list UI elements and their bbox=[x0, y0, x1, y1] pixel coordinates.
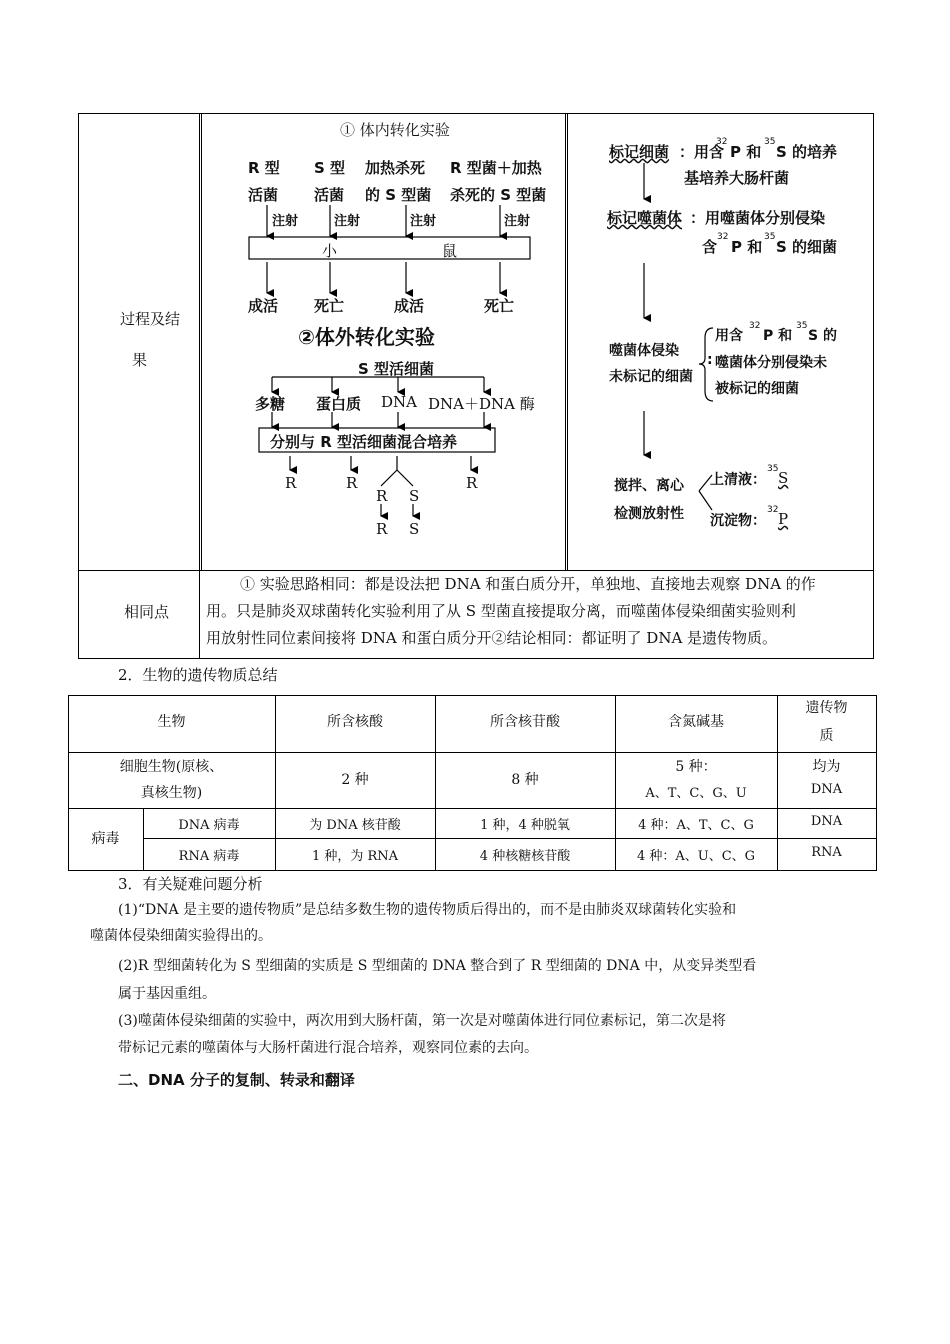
superscript: 32 bbox=[716, 137, 728, 147]
colon: : bbox=[707, 352, 713, 368]
step-text: P 和 bbox=[730, 143, 762, 161]
table-cell: 病毒 bbox=[91, 831, 120, 847]
section-heading: 二、DNA 分子的复制、转录和翻译 bbox=[118, 1071, 355, 1089]
step-text: 检测放射性 bbox=[614, 506, 684, 522]
sediment-label: 沉淀物： bbox=[710, 513, 766, 529]
mix-box-label: 分别与 R 型活细菌混合培养 bbox=[270, 433, 457, 451]
group-label: 杀死的 S 型菌 bbox=[450, 186, 547, 204]
table-cell: 2 种 bbox=[341, 772, 369, 788]
table-cell: 1 种，为 RNA bbox=[311, 849, 399, 864]
superscript: 32 bbox=[749, 321, 761, 331]
paragraph: 属于基因重组。 bbox=[118, 986, 216, 1002]
paragraph: 带标记元素的噬菌体与大肠杆菌进行混合培养，观察同位素的去向。 bbox=[118, 1040, 538, 1056]
table-cell: 4 种核糖核苷酸 bbox=[479, 849, 571, 864]
row-label-same: 相同点 bbox=[124, 603, 170, 621]
outcome-r: R bbox=[466, 474, 478, 492]
table-cell: 为 DNA 核苷酸 bbox=[309, 818, 401, 833]
group-label: 活菌 bbox=[314, 186, 345, 204]
inject-label: 注射 bbox=[504, 214, 531, 229]
step-text: S 的培养 bbox=[776, 143, 838, 161]
step-text: 未标记的细菌 bbox=[609, 369, 693, 385]
result-label: 死亡 bbox=[484, 297, 515, 315]
superscript: 32 bbox=[717, 232, 729, 242]
table-cell: DNA bbox=[810, 782, 843, 797]
table-cell: RNA bbox=[811, 845, 842, 860]
step-text: 噬菌体侵染 bbox=[609, 343, 679, 359]
outcome-r: R bbox=[285, 474, 297, 492]
outcome-r: R bbox=[376, 487, 388, 505]
result-label: 死亡 bbox=[314, 297, 345, 315]
table-cell: 5 种： bbox=[675, 759, 717, 775]
step-text: P 和 bbox=[763, 328, 793, 344]
component-label: 蛋白质 bbox=[316, 395, 362, 413]
step-text: 用含 bbox=[715, 328, 743, 344]
same-point-text: 用。只是肺炎双球菌转化实验利用了从 S 型菌直接提取分离，而噬菌体侵染细菌实验则利 bbox=[206, 602, 796, 620]
component-label: DNA＋DNA 酶 bbox=[428, 395, 535, 413]
table-cell: DNA 病毒 bbox=[178, 818, 240, 833]
table-cell: RNA 病毒 bbox=[178, 849, 240, 864]
group-label: R 型 bbox=[248, 159, 280, 177]
table-cell: 8 种 bbox=[511, 772, 539, 788]
table-cell: 均为 bbox=[812, 759, 841, 775]
superscript: 35 bbox=[764, 137, 776, 147]
section-title: 3．有关疑难问题分析 bbox=[118, 875, 263, 893]
header-cell: 质 bbox=[819, 728, 834, 744]
step-label: 标记细菌 bbox=[609, 143, 670, 161]
mouse-box-label: 鼠 bbox=[442, 242, 458, 260]
result-label: 成活 bbox=[248, 297, 279, 315]
component-label: DNA bbox=[381, 393, 417, 411]
header-cell: 含氮碱基 bbox=[668, 714, 724, 730]
component-label: 多糖 bbox=[255, 395, 286, 413]
table-cell: 4 种：A、T、C、G bbox=[638, 818, 754, 833]
supernatant-label: 上清液： bbox=[710, 472, 766, 488]
source-label: S 型活细菌 bbox=[358, 360, 435, 378]
paragraph: (1)“DNA 是主要的遗传物质”是总结多数生物的遗传物质后得出的，而不是由肺炎双球菌转化实验和 bbox=[118, 902, 737, 918]
group-label: 的 S 型菌 bbox=[365, 186, 432, 204]
inject-label: 注射 bbox=[272, 214, 299, 229]
in-vitro-title: ②体外转化实验 bbox=[298, 325, 435, 349]
step-text: ：用含 bbox=[679, 143, 725, 161]
superscript: 35 bbox=[767, 464, 779, 474]
step-text: 被标记的细菌 bbox=[715, 381, 799, 397]
superscript: 35 bbox=[796, 321, 808, 331]
inject-label: 注射 bbox=[334, 214, 361, 229]
table-cell: 1 种，4 种脱氧 bbox=[480, 818, 570, 833]
step-text: 基培养大肠杆菌 bbox=[684, 169, 790, 187]
section-title: 2．生物的遗传物质总结 bbox=[118, 666, 278, 684]
step-text: S 的 bbox=[808, 328, 837, 344]
step-label: 标记噬菌体 bbox=[607, 209, 683, 227]
header-cell: 遗传物 bbox=[805, 700, 848, 716]
row-label-process: 过程及结 bbox=[120, 310, 181, 328]
table-cell: 4 种：A、U、C、G bbox=[636, 849, 756, 864]
step-text: ：用噬菌体分别侵染 bbox=[690, 209, 826, 227]
row-label-process-cont: 果 bbox=[132, 351, 148, 369]
group-label: 加热杀死 bbox=[365, 159, 426, 177]
mouse-box-label: 小 bbox=[322, 242, 338, 260]
phage-arrows bbox=[567, 113, 873, 570]
group-label: S 型 bbox=[314, 159, 346, 177]
table-cell: 真核生物) bbox=[140, 785, 203, 801]
step-text: S 的细菌 bbox=[776, 238, 838, 256]
header-cell: 所含核酸 bbox=[327, 714, 383, 730]
table-cell: 细胞生物(原核、 bbox=[119, 759, 224, 775]
group-label: R 型菌＋加热 bbox=[450, 159, 542, 177]
same-point-text: ① 实验思路相同：都是设法把 DNA 和蛋白质分开，单独地、直接地去观察 DNA 的作 bbox=[240, 575, 816, 593]
result-label: 成活 bbox=[394, 297, 425, 315]
outcome-r: R bbox=[376, 520, 388, 538]
step-text: 噬菌体分别侵染未 bbox=[715, 355, 827, 371]
header-cell: 所含核苷酸 bbox=[490, 714, 560, 730]
isotope-p: P bbox=[778, 510, 789, 528]
step-text: P 和 bbox=[731, 238, 763, 256]
paragraph: (3)噬菌体侵染细菌的实验中，两次用到大肠杆菌，第一次是对噬菌体进行同位素标记，第二次是将 bbox=[118, 1013, 726, 1029]
step-text: 搅拌、离心 bbox=[614, 478, 684, 494]
in-vivo-title: ① 体内转化实验 bbox=[340, 121, 450, 139]
paragraph: 噬菌体侵染细菌实验得出的。 bbox=[90, 928, 272, 944]
paragraph: (2)R 型细菌转化为 S 型细菌的实质是 S 型细菌的 DNA 整合到了 R 型细菌的 DNA 中，从变异类型看 bbox=[118, 958, 757, 974]
outcome-s: S bbox=[409, 520, 420, 538]
same-point-text: 用放射性同位素间接将 DNA 和蛋白质分开②结论相同：都证明了 DNA 是遗传物质。 bbox=[206, 629, 778, 647]
header-cell: 生物 bbox=[157, 714, 186, 730]
step-text: 含 bbox=[702, 238, 718, 256]
superscript: 32 bbox=[767, 505, 779, 515]
table-cell: A、T、C、G、U bbox=[645, 786, 747, 801]
group-label: 活菌 bbox=[248, 186, 279, 204]
outcome-r: R bbox=[346, 474, 358, 492]
outcome-s: S bbox=[409, 487, 420, 505]
table-cell: DNA bbox=[810, 814, 843, 829]
inject-label: 注射 bbox=[410, 214, 437, 229]
superscript: 35 bbox=[764, 232, 776, 242]
isotope-s: S bbox=[778, 469, 789, 487]
